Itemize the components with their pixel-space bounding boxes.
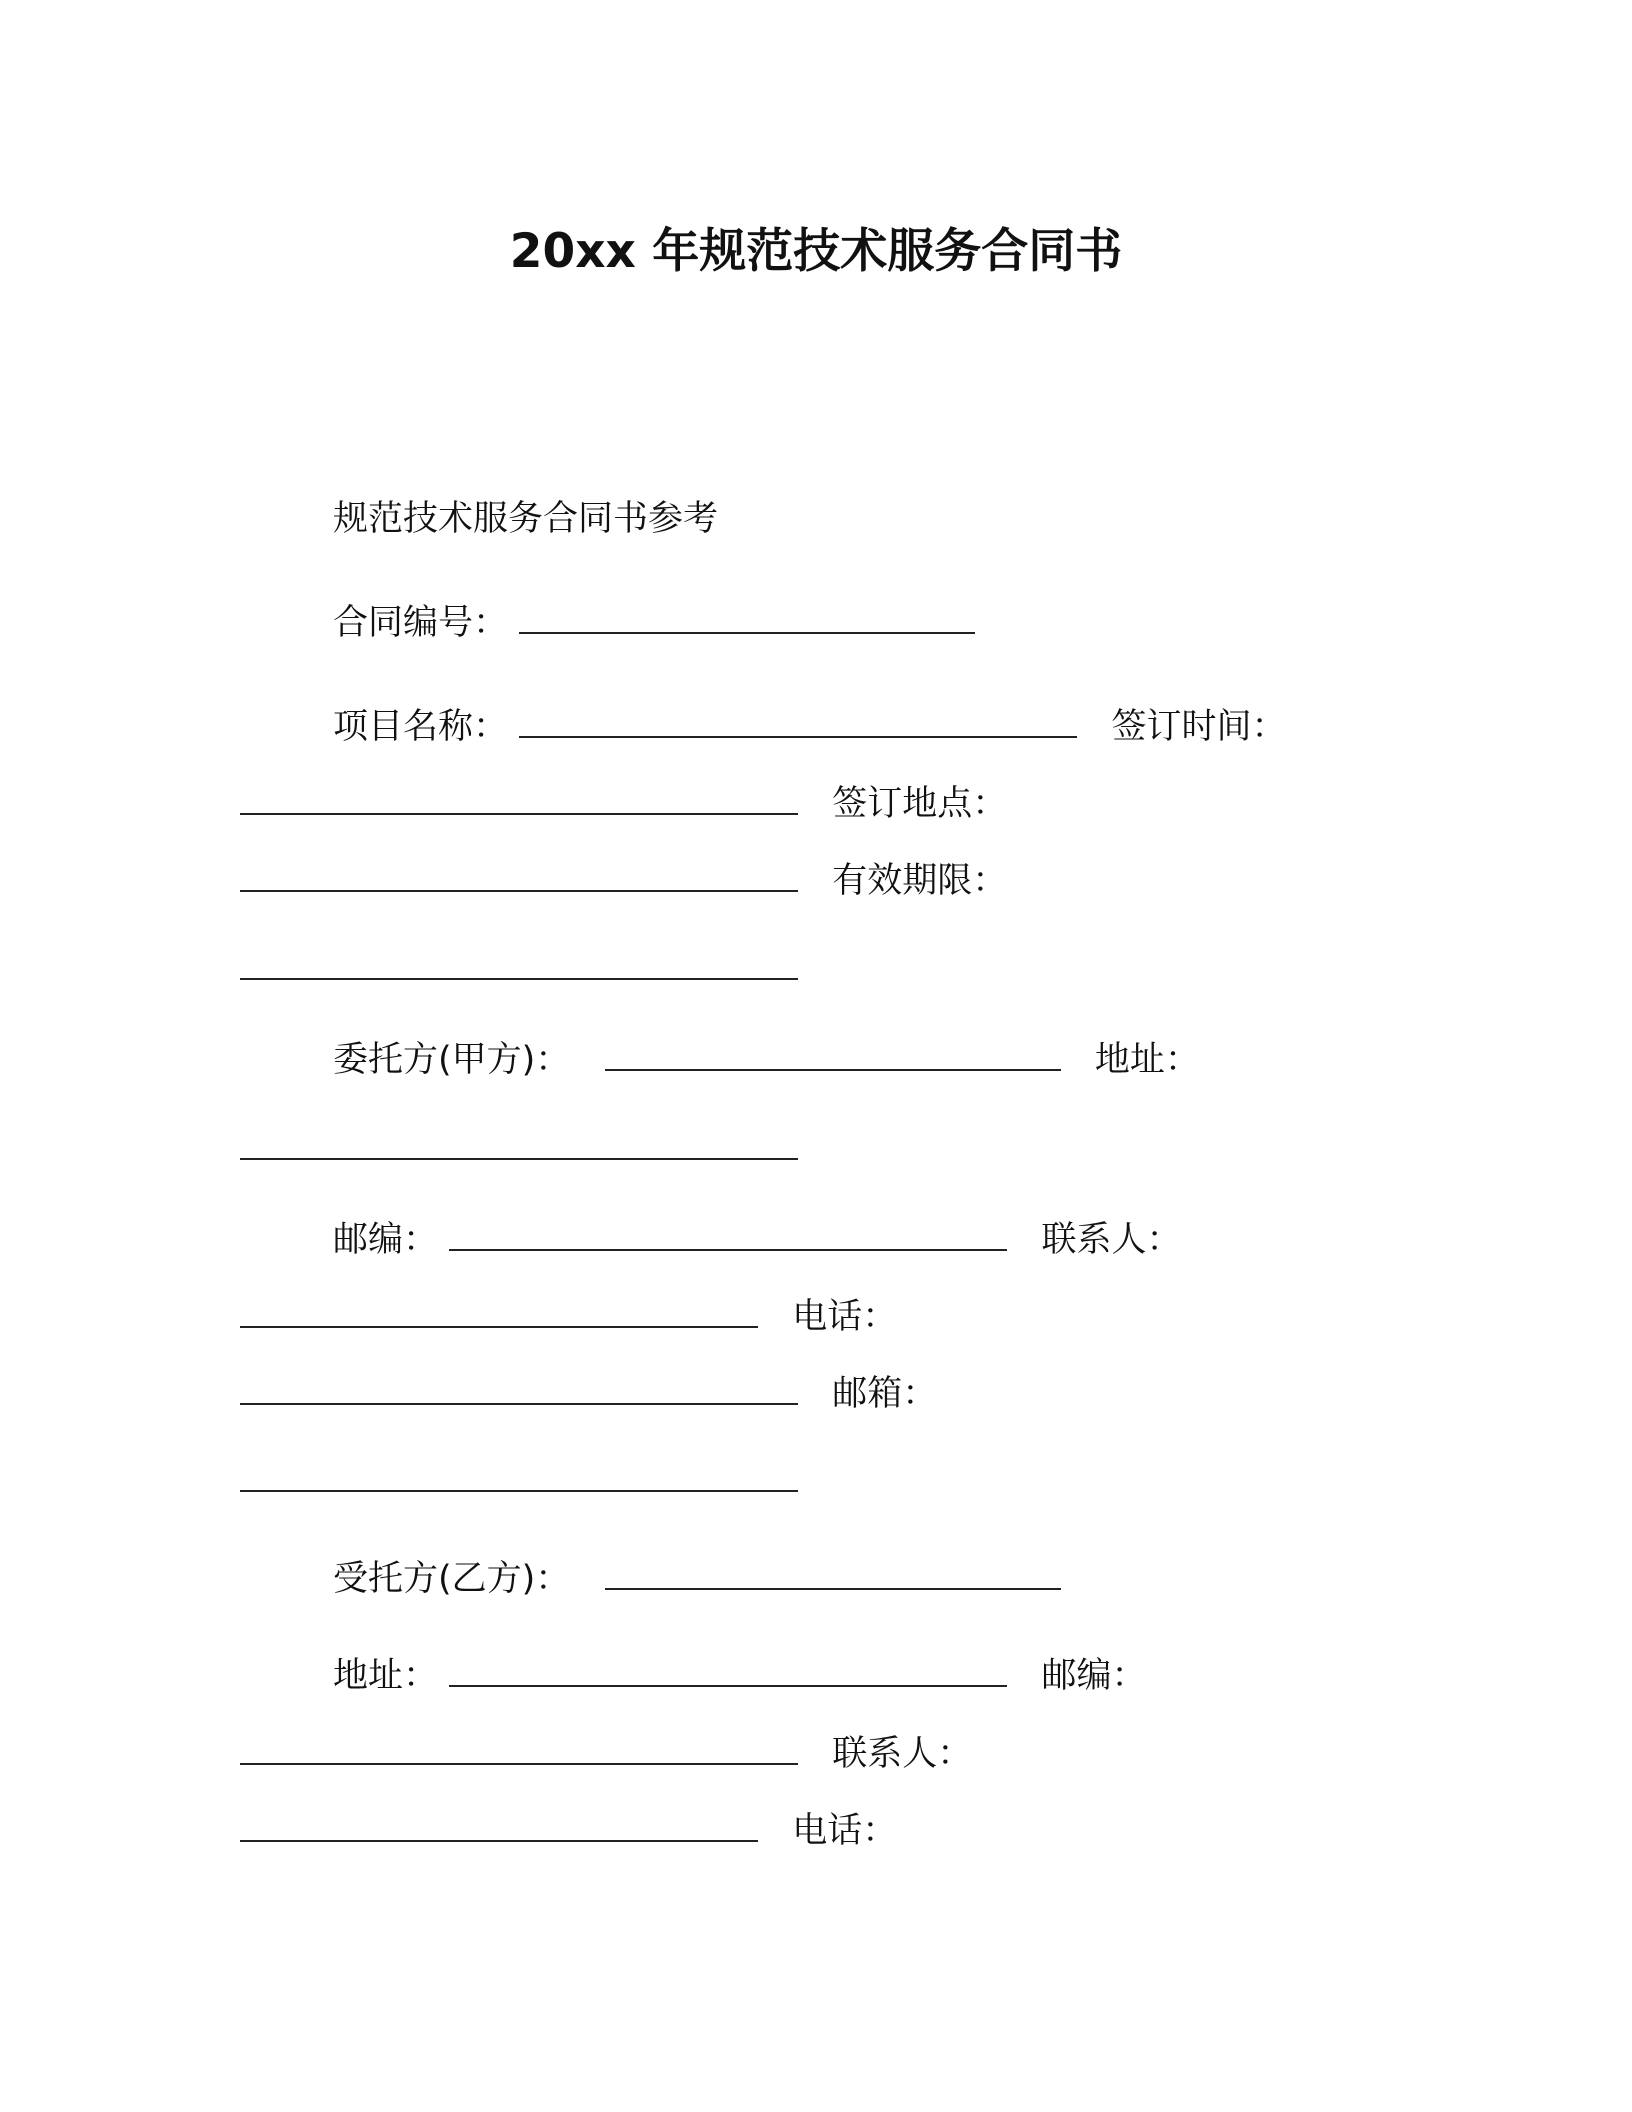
email-a-blank[interactable] <box>240 1456 798 1492</box>
address-a-blank-row <box>240 1124 798 1172</box>
project-name-label: 项目名称： <box>333 707 509 747</box>
email-a-blank-row <box>240 1456 798 1504</box>
party-b-label: 受托方(乙方)： <box>333 1559 571 1599</box>
address-a-blank[interactable] <box>240 1124 798 1160</box>
phone-b-label: 电话： <box>792 1811 898 1851</box>
postcode-a-row <box>333 1215 1181 1263</box>
postcode-a-blank[interactable] <box>449 1215 1007 1251</box>
postcode-a-label: 邮编： <box>333 1220 439 1260</box>
email-a-row <box>240 1369 937 1417</box>
phone-a-label: 电话： <box>792 1297 898 1337</box>
sign-place-blank[interactable] <box>240 856 798 892</box>
contract-no-row <box>333 598 975 646</box>
sign-place-label: 签订地点： <box>832 784 1008 824</box>
valid-period-label: 有效期限： <box>832 861 1008 901</box>
party-a-row <box>333 1035 1200 1083</box>
project-name-blank[interactable] <box>519 702 1077 738</box>
phone-a-blank[interactable] <box>240 1369 798 1405</box>
address-b-row <box>333 1651 1146 1699</box>
address-b-blank[interactable] <box>449 1651 1007 1687</box>
contract-no-label: 合同编号： <box>333 603 509 643</box>
document-title: 20xx 年规范技术服务合同书 <box>509 224 1123 279</box>
postcode-b-label: 邮编： <box>1041 1656 1147 1696</box>
phone-a-row <box>240 1292 897 1340</box>
sign-time-blank[interactable] <box>240 779 798 815</box>
party-a-label: 委托方(甲方)： <box>333 1040 571 1080</box>
postcode-b-blank[interactable] <box>240 1729 798 1765</box>
sign-place-row <box>240 779 1007 827</box>
phone-b-row <box>240 1806 897 1854</box>
party-b-blank[interactable] <box>605 1554 1061 1590</box>
address-b-label: 地址： <box>333 1656 439 1696</box>
party-a-blank[interactable] <box>605 1035 1061 1071</box>
project-name-row <box>333 702 1286 750</box>
contact-a-blank[interactable] <box>240 1292 758 1328</box>
email-a-label: 邮箱： <box>832 1374 938 1414</box>
valid-period-blank-row <box>240 944 798 992</box>
valid-period-blank[interactable] <box>240 944 798 980</box>
contact-a-label: 联系人： <box>1041 1220 1182 1260</box>
contact-b-label: 联系人： <box>832 1734 973 1774</box>
contract-no-blank[interactable] <box>519 598 975 634</box>
contact-b-row <box>240 1729 972 1777</box>
contact-b-blank[interactable] <box>240 1806 758 1842</box>
valid-period-row <box>240 856 1007 904</box>
subtitle: 规范技术服务合同书参考 <box>333 499 719 539</box>
sign-time-label: 签订时间： <box>1111 707 1287 747</box>
address-a-label: 地址： <box>1094 1040 1200 1080</box>
party-b-row <box>333 1554 1061 1602</box>
